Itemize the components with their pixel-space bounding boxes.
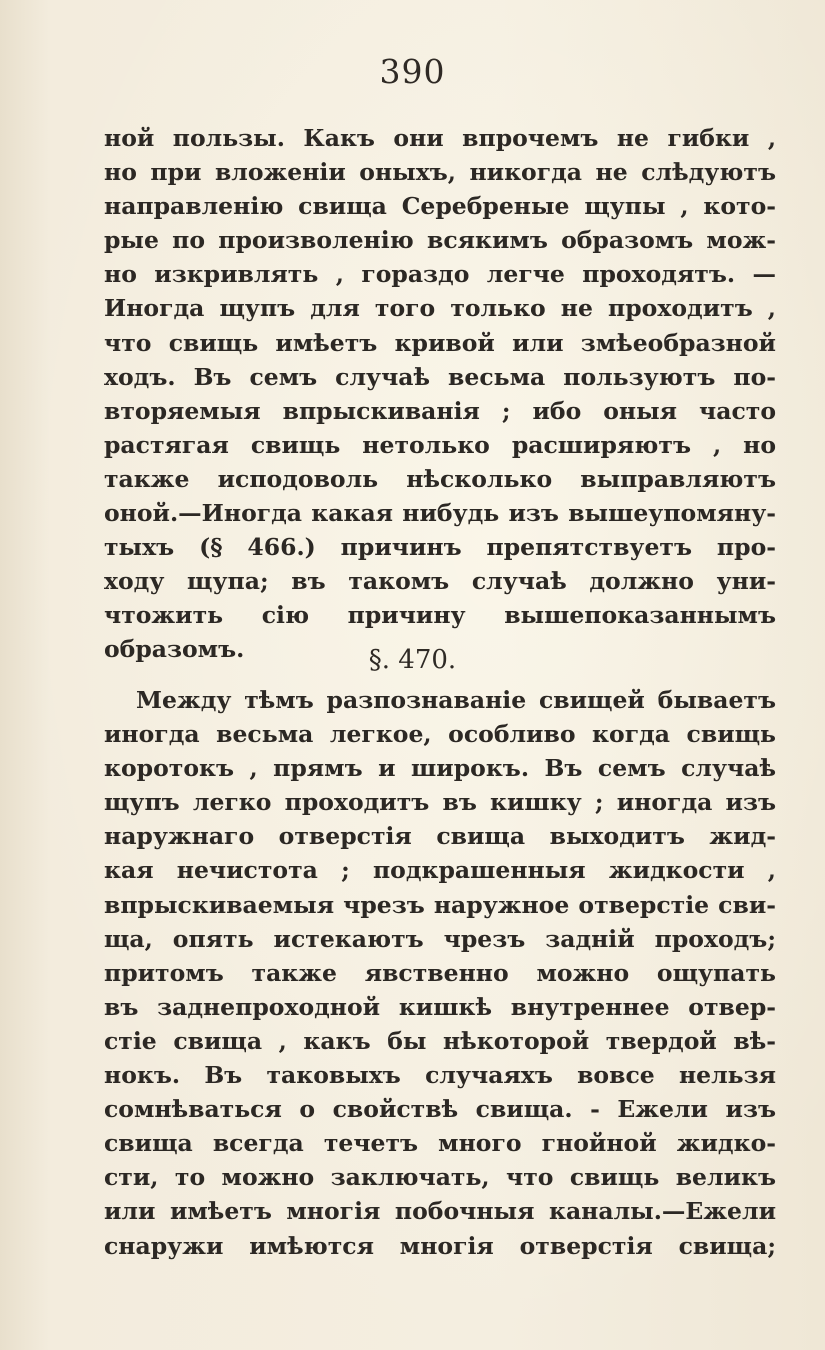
text-line: оной.—Иногда какая нибудь изъ вышеупомяну- (104, 499, 776, 528)
text-line: Между тѣмъ разпознаваніе свищей бываетъ (136, 686, 776, 714)
text-line: что свищь имѣетъ кривой или змѣеобразной (104, 328, 776, 357)
text-line: вторяемыя впрыскиванія ; ибо оныя часто (104, 396, 776, 425)
text-line: ща, опять истекаютъ чрезъ задній проходъ; (104, 924, 776, 953)
text-line: рые по произволенію всякимъ образомъ мож- (104, 226, 776, 255)
text-line: ходу щупа; въ такомъ случаѣ должно уни- (104, 567, 776, 596)
text-line: кая нечистота ; подкрашенныя жидкости , (104, 856, 776, 885)
text-line: наружнаго отверстія свища выходитъ жид- (104, 822, 776, 851)
text-line: образомъ. (104, 635, 245, 664)
paragraph-continuation (104, 121, 776, 667)
section-heading: §. 470. (368, 645, 457, 675)
text-line: иногда весьма легкое, особливо когда свищь (104, 720, 776, 749)
text-line: направленію свища Серебреные щупы , кото- (104, 192, 776, 221)
text-line: сти, то можно заключать, что свищь великъ (104, 1163, 776, 1192)
text-line: нокъ. Въ таковыхъ случаяхъ вовсе нельзя (104, 1061, 776, 1090)
text-line: также исподоволь нѣсколько выправляютъ (104, 464, 776, 493)
text-line: тыхъ (§ 466.) причинъ препятствуетъ про- (104, 533, 776, 562)
text-line: Иногда щупъ для того только не проходитъ , (104, 294, 776, 323)
text-line: но изкривлять , гораздо легче проходятъ. — (104, 260, 776, 289)
text-line: стіе свища , какъ бы нѣкоторой твердой вѣ- (104, 1026, 776, 1055)
text-line: сомнѣваться о свойствѣ свища. - Ежели изъ (104, 1095, 776, 1124)
text-line: коротокъ , прямъ и широкъ. Въ семъ случаѣ (104, 754, 776, 783)
text-line: растягая свищь нетолько расширяютъ , но (104, 430, 776, 459)
text-line: снаружи имѣются многія отверстія свища; (104, 1231, 776, 1260)
text-line: щупъ легко проходитъ въ кишку ; иногда изъ (104, 788, 776, 817)
text-line: впрыскиваемыя чрезъ наружное отверстіе сви- (104, 890, 776, 919)
text-line: но при вложеніи оныхъ, никогда не слѣдуютъ (104, 158, 776, 187)
text-line: притомъ также явственно можно ощупать (104, 958, 776, 987)
text-line: ной пользы. Какъ они впрочемъ не гибки , (104, 124, 776, 152)
text-line: въ заднепроходной кишкѣ внутреннее отвер- (104, 992, 776, 1021)
text-line: свища всегда течетъ много гнойной жидко- (104, 1129, 776, 1158)
paragraph-section-470 (104, 683, 776, 1263)
text-line: чтожить сію причину вышепоказаннымъ (104, 601, 776, 630)
page-number: 390 (379, 52, 446, 91)
text-line: или имѣетъ многія побочныя каналы.—Ежели (104, 1197, 776, 1226)
text-line: ходъ. Въ семъ случаѣ весьма пользуютъ по- (104, 362, 776, 391)
